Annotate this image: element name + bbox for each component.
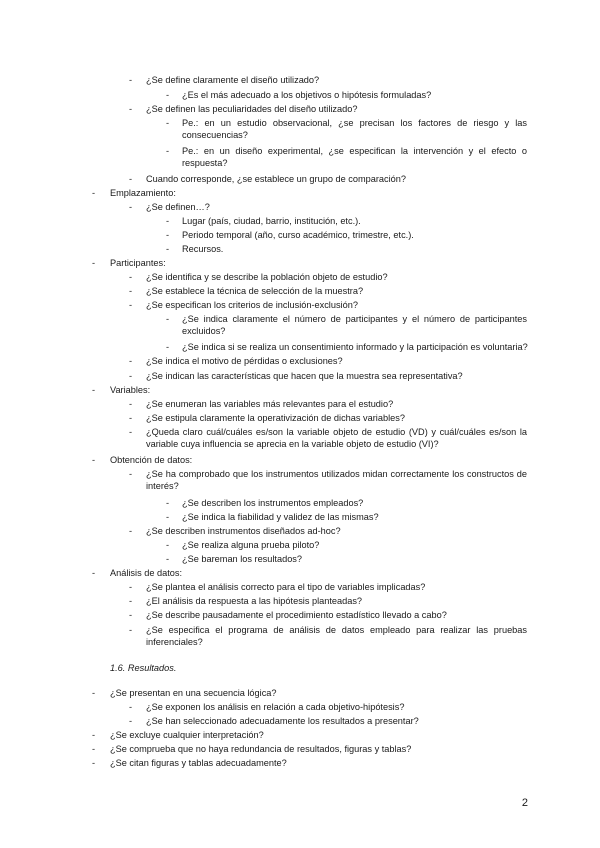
bullet-dash: - [92,385,96,395]
list-item: Recursos. [182,244,224,254]
bullet-dash: - [129,300,133,310]
bullet-dash: - [129,582,133,592]
list-item: ¿Se especifican los criterios de inclusión-exclusión? [146,300,358,310]
bullet-dash: - [92,730,96,740]
list-item: ¿Se indica el motivo de pérdidas o exclusiones? [146,356,343,366]
bullet-dash: - [166,118,170,128]
bullet-dash: - [92,455,96,465]
list-item: ¿Se especifica el programa de análisis de datos empleado para realizar las pruebas inferenciales? [146,625,527,647]
list-item: Cuando corresponde, ¿se establece un grupo de comparación? [146,174,406,184]
list-item: Lugar (país, ciudad, barrio, institución, etc.). [182,216,361,226]
list-item: ¿Se realiza alguna prueba piloto? [182,540,320,550]
section-label: Análisis de datos: [110,568,183,578]
bullet-dash: - [166,314,170,324]
list-item: Pe.: en un diseño experimental, ¿se especifican la intervención y el efecto o respuesta? [182,146,527,168]
list-item: ¿Se describen instrumentos diseñados ad-hoc? [146,526,341,536]
list-item: ¿Se establece la técnica de selección de la muestra? [146,286,364,296]
bullet-dash: - [166,146,170,156]
section-heading: 1.6. Resultados. [110,663,177,673]
list-item: ¿Se presentan en una secuencia lógica? [110,688,277,698]
list-item: ¿Se excluye cualquier interpretación? [110,730,264,740]
bullet-dash: - [166,512,170,522]
bullet-dash: - [166,554,170,564]
bullet-dash: - [129,596,133,606]
list-item: Periodo temporal (año, curso académico, trimestre, etc.). [182,230,414,240]
bullet-dash: - [92,688,96,698]
bullet-dash: - [92,758,96,768]
bullet-dash: - [129,716,133,726]
list-item: ¿Se exponen los análisis en relación a cada objetivo-hipótesis? [146,702,405,712]
bullet-dash: - [129,625,133,635]
list-item: ¿Se indica si se realiza un consentimiento informado y la participación es voluntaria? [182,342,528,352]
page-number: 2 [521,797,528,809]
list-item: ¿Se estipula claramente la operativización de dichas variables? [146,413,405,423]
bullet-dash: - [129,702,133,712]
bullet-dash: - [129,356,133,366]
bullet-dash: - [129,174,133,184]
bullet-dash: - [92,568,96,578]
bullet-dash: - [166,498,170,508]
section-label: Emplazamiento: [110,188,176,198]
bullet-dash: - [166,540,170,550]
bullet-dash: - [166,342,170,352]
list-item: ¿Se define claramente el diseño utilizado? [146,75,320,85]
bullet-dash: - [129,427,133,437]
list-item: ¿Se describe pausadamente el procedimiento estadístico llevado a cabo? [146,610,447,620]
bullet-dash: - [166,230,170,240]
list-item: ¿Es el más adecuado a los objetivos o hipótesis formuladas? [182,90,432,100]
list-item: ¿Se comprueba que no haya redundancia de resultados, figuras y tablas? [110,744,412,754]
list-item: ¿Se ha comprobado que los instrumentos utilizados midan correctamente los constructos de interés? [146,469,527,491]
section-label: Obtención de datos: [110,455,193,465]
list-item: ¿Se indican las características que hacen que la muestra sea representativa? [146,371,463,381]
bullet-dash: - [129,526,133,536]
list-item: ¿Se han seleccionado adecuadamente los resultados a presentar? [146,716,419,726]
bullet-dash: - [129,75,133,85]
bullet-dash: - [129,104,133,114]
bullet-dash: - [129,286,133,296]
bullet-dash: - [92,188,96,198]
bullet-dash: - [129,272,133,282]
bullet-dash: - [166,90,170,100]
list-item: ¿Se indica la fiabilidad y validez de las mismas? [182,512,379,522]
list-item: ¿Se enumeran las variables más relevantes para el estudio? [146,399,394,409]
list-item: ¿El análisis da respuesta a las hipótesis planteadas? [146,596,363,606]
list-item: ¿Queda claro cuál/cuáles es/son la variable objeto de estudio (VD) y cuál/cuáles es/son la variable cuya influencia se aprecia en la variable objeto de estudio (VI)? [146,427,527,449]
bullet-dash: - [129,371,133,381]
list-item: ¿Se indica claramente el número de participantes y el número de participantes excluidos? [182,314,527,336]
list-item: ¿Se identifica y se describe la población objeto de estudio? [146,272,388,282]
bullet-dash: - [92,258,96,268]
list-item: ¿Se citan figuras y tablas adecuadamente? [110,758,287,768]
section-label: Variables: [110,385,151,395]
bullet-dash: - [92,744,96,754]
bullet-dash: - [129,399,133,409]
list-item: ¿Se bareman los resultados? [182,554,303,564]
bullet-dash: - [129,610,133,620]
list-item: ¿Se definen…? [146,202,210,212]
bullet-dash: - [166,244,170,254]
bullet-dash: - [129,469,133,479]
bullet-dash: - [129,202,133,212]
list-item: ¿Se plantea el análisis correcto para el tipo de variables implicadas? [146,582,426,592]
list-item: ¿Se describen los instrumentos empleados? [182,498,364,508]
section-label: Participantes: [110,258,166,268]
list-item: Pe.: en un estudio observacional, ¿se precisan los factores de riesgo y las consecuencias? [182,118,527,140]
bullet-dash: - [166,216,170,226]
bullet-dash: - [129,413,133,423]
list-item: ¿Se definen las peculiaridades del diseño utilizado? [146,104,358,114]
